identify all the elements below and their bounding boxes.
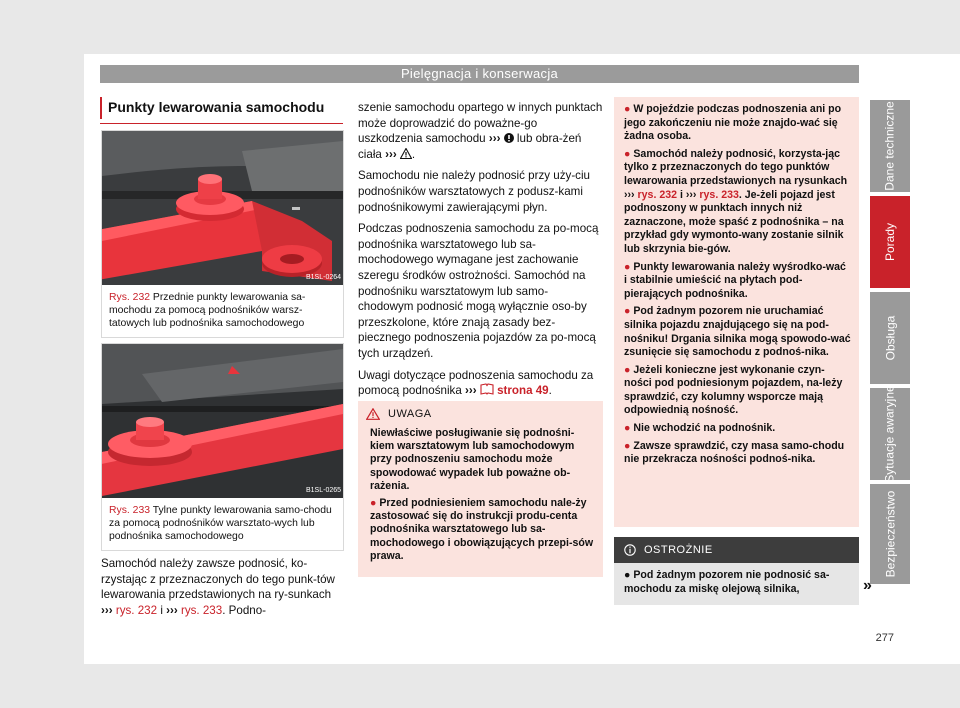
figure-233 xyxy=(101,343,344,551)
body-text: . xyxy=(411,147,416,161)
figure-caption xyxy=(102,285,343,337)
cross-ref-arrows: ››› xyxy=(624,188,635,201)
bullet-text: Pod żadnym pozorem nie podnosić sa-mochodu za miskę olejową silnika, xyxy=(624,569,830,595)
warning-continuation-box xyxy=(614,97,859,527)
tab-label: Obsługa xyxy=(883,315,898,361)
warning-text xyxy=(358,427,603,575)
bullet-text: W pojeździe podczas podnoszenia ani po jego zakończeniu nie może znajdo-wać się żadna osoba. xyxy=(624,103,842,143)
figure-ref: Rys. 232 xyxy=(109,292,151,303)
chapter-header: Pielęgnacja i konserwacja xyxy=(100,65,859,83)
cross-ref-arrows: ››› xyxy=(685,188,697,201)
cross-ref-arrows: ››› xyxy=(166,603,178,617)
column-2 xyxy=(358,100,603,405)
warning-bullet: ● Samochód należy podnosić, korzysta-jąc tylko z przeznaczonych do tego punktów lewarowania przedstawionych na rysunkach ››› rys. 232 i ››› rys. 233. Je-żeli pojazd jest podnoszony w punktach innych niż zaznaczone, może spaść z podnośnika – na przykład gdy wymonto-wany zostanie silnik lub skrzynia bie-gów. xyxy=(624,147,848,255)
caution-box xyxy=(614,537,859,605)
column-1 xyxy=(100,97,343,124)
bullet-text: Punkty lewarowania należy wyśrodko-wać i stabilnie umieścić na płytach pod-pierających podnośnika. xyxy=(624,260,846,300)
tab-label: Porady xyxy=(883,222,897,262)
body-text: lub obra-żeń ciała xyxy=(358,132,582,161)
bullet-text: Samochód należy podnosić, korzysta-jąc tylko z przeznaczonych do tego punktów lewarowania przedstawionych na rysunkach xyxy=(624,147,848,187)
tab-label: Sytuacje awaryjne xyxy=(883,385,898,483)
body-text: Samochód należy zawsze podnosić, ko-rzystając z przeznaczonych do tego punk-tów lewarowania przedstawionych na ry-sunkach xyxy=(101,557,335,602)
bullet-text: . Je-żeli pojazd jest podnoszony w punktach innych niż zaznaczone, może spaść z podnośnika – na przykład gdy wymonto-wany zostanie silnik lub skrzynia bie-gów. xyxy=(624,188,844,255)
warning-bullet: ● Nie wchodzić na podnośnik. xyxy=(624,422,776,435)
book-page-icon xyxy=(480,383,494,395)
tab-bezpieczenstwo[interactable] xyxy=(870,484,910,584)
paragraph xyxy=(358,368,603,399)
cross-ref-arrows: ››› xyxy=(385,147,397,161)
figure-code: B1SL-0264 xyxy=(306,274,342,281)
warning-bullet: ● Przed podniesieniem samochodu nale-ży zastosować się do instrukcji produ-centa podnośnika warsztatowego lub sa-mochodowego i obowiązujących przepi-sów prawa. xyxy=(370,497,594,562)
cross-ref-arrows: ››› xyxy=(101,603,113,617)
body-text: . xyxy=(548,384,552,398)
body-text: szenie samochodu opartego w innych punktach może doprowadzić do poważne-go uszkodzenia samochodu xyxy=(358,101,603,146)
figure-caption xyxy=(102,498,343,550)
page-number: 277 xyxy=(875,632,894,644)
figure-link[interactable]: rys. 232 xyxy=(637,188,678,201)
body-text: i xyxy=(160,603,163,617)
tab-dane-techniczne[interactable] xyxy=(870,100,910,192)
warning-intro: Niewłaściwe posługiwanie się podnośni-kiem warsztatowym lub samochodowym przy podnoszeniu samochodu może spowodować wypadek lub poważne ob-rażenia. xyxy=(370,427,575,492)
figure-caption-text: Tylne punkty lewarowania samo-chodu za pomocą podnośników warsztato-wych lub podnośnika samochodowego xyxy=(109,505,332,542)
column-1-text xyxy=(101,556,344,618)
section-title: Punkty lewarowania samochodu xyxy=(100,97,343,124)
bullet-text: Nie wchodzić na podnośnik. xyxy=(633,422,776,435)
figure-caption-text: Przednie punkty lewarowania sa-mochodu za pomocą podnośników warsz-tatowych lub podnośnika samochodowego xyxy=(109,292,306,329)
body-text: Uwagi dotyczące podnoszenia samochodu za pomocą podnośnika xyxy=(358,368,594,398)
page-link[interactable]: strona 49 xyxy=(497,384,549,398)
continued-arrow: » xyxy=(863,577,872,594)
cross-ref-arrows: ››› xyxy=(465,384,477,398)
info-circle-icon xyxy=(624,544,636,556)
cross-ref-arrows: ››› xyxy=(488,132,501,146)
warning-header xyxy=(358,401,603,427)
figure-code: B1SL-0265 xyxy=(306,487,342,494)
paragraph: Samochodu nie należy podnosić przy uży-ciu podnośników warsztatowych z podusz-kami podnośnikowymi zawierającymi płyn. xyxy=(358,169,590,214)
bullet-text: Zawsze sprawdzić, czy masa samo-chodu nie przekracza nośności podnoś-nika. xyxy=(624,439,845,466)
bullet-text: Pod żadnym pozorem nie uruchamiać silnika pojazdu znajdującego się na pod-nośniku! Drgania silnika mogą spowodo-wać zsunięcie się samochodu z podnoś-nika. xyxy=(624,305,851,359)
warning-bullet: ● Jeżeli konieczne jest wykonanie czyn-ności pod podniesionym pojazdem, na-leży sprawdzić, czy kolumny wsporcze mają odpowiednią nośność. xyxy=(624,363,843,417)
caution-bullet: ● Pod żadnym pozorem nie podnosić sa-mochodu za miskę olejową silnika, xyxy=(624,569,830,595)
warning-bullet: ● Pod żadnym pozorem nie uruchamiać silnika pojazdu znajdującego się na pod-nośniku! Drgania silnika mogą spowodo-wać zsunięcie się samochodu z podnoś-nika. xyxy=(624,305,851,359)
bullet-text: Jeżeli konieczne jest wykonanie czyn-ności pod podniesionym pojazdem, na-leży sprawdzić, czy kolumny wsporcze mają odpowiednią nośność. xyxy=(624,363,843,417)
figure-link[interactable]: rys. 233 xyxy=(699,188,739,201)
warning-box xyxy=(358,401,603,577)
warning-label: UWAGA xyxy=(388,408,432,420)
rear-jack-point-photo xyxy=(102,344,343,498)
warning-bullets xyxy=(614,97,859,479)
warning-bullet: ● Punkty lewarowania należy wyśrodko-wać i stabilnie umieścić na płytach pod-pierających podnośnika. xyxy=(624,260,846,300)
bullet-text: i xyxy=(679,188,683,201)
figure-ref: Rys. 233 xyxy=(109,505,151,516)
tab-sytuacje-awaryjne[interactable] xyxy=(870,385,910,483)
tab-porady[interactable] xyxy=(870,196,910,288)
warning-bullet: ● W pojeździe podczas podnoszenia ani po jego zakończeniu nie może znajdo-wać się żadna osoba. xyxy=(624,103,842,143)
warning-bullet: ● Zawsze sprawdzić, czy masa samo-chodu nie przekracza nośności podnoś-nika. xyxy=(624,439,845,466)
warning-triangle-icon[interactable] xyxy=(400,148,412,159)
front-jack-point-photo xyxy=(102,131,343,285)
exclamation-circle-icon[interactable] xyxy=(504,133,514,143)
tab-obsluga[interactable] xyxy=(870,292,910,384)
figure-link[interactable]: rys. 232 xyxy=(115,603,158,617)
figure-link[interactable]: rys. 233 xyxy=(180,603,223,617)
body-text: . Podno- xyxy=(222,603,267,617)
caution-label: OSTROŻNIE xyxy=(644,544,713,556)
warning-triangle-icon xyxy=(366,408,380,420)
bullet-text: Przed podniesieniem samochodu nale-ży zastosować się do instrukcji produ-centa podnośnika warsztatowego lub sa-mochodowego i obowiązujących przepi-sów prawa. xyxy=(370,497,594,562)
figure-232 xyxy=(101,130,344,338)
paragraph xyxy=(358,100,603,162)
caution-header xyxy=(614,537,859,563)
tab-label: Dane techniczne xyxy=(883,101,898,191)
tab-label: Bezpieczeństwo xyxy=(883,490,897,578)
paragraph: Podczas podnoszenia samochodu za po-mocą podnośnika warsztatowego lub sa-mochodowego wymagane jest zachowanie szeregu środków ostrożności. Samochód na podnośniku warsztatowym lub samo-chodowym podnosić mogą wyłącznie oso-by przeszkolone, które znają zasady bez-piecznego podnoszenia pojazdów za po-mocą tych urządzeń. xyxy=(358,222,599,360)
